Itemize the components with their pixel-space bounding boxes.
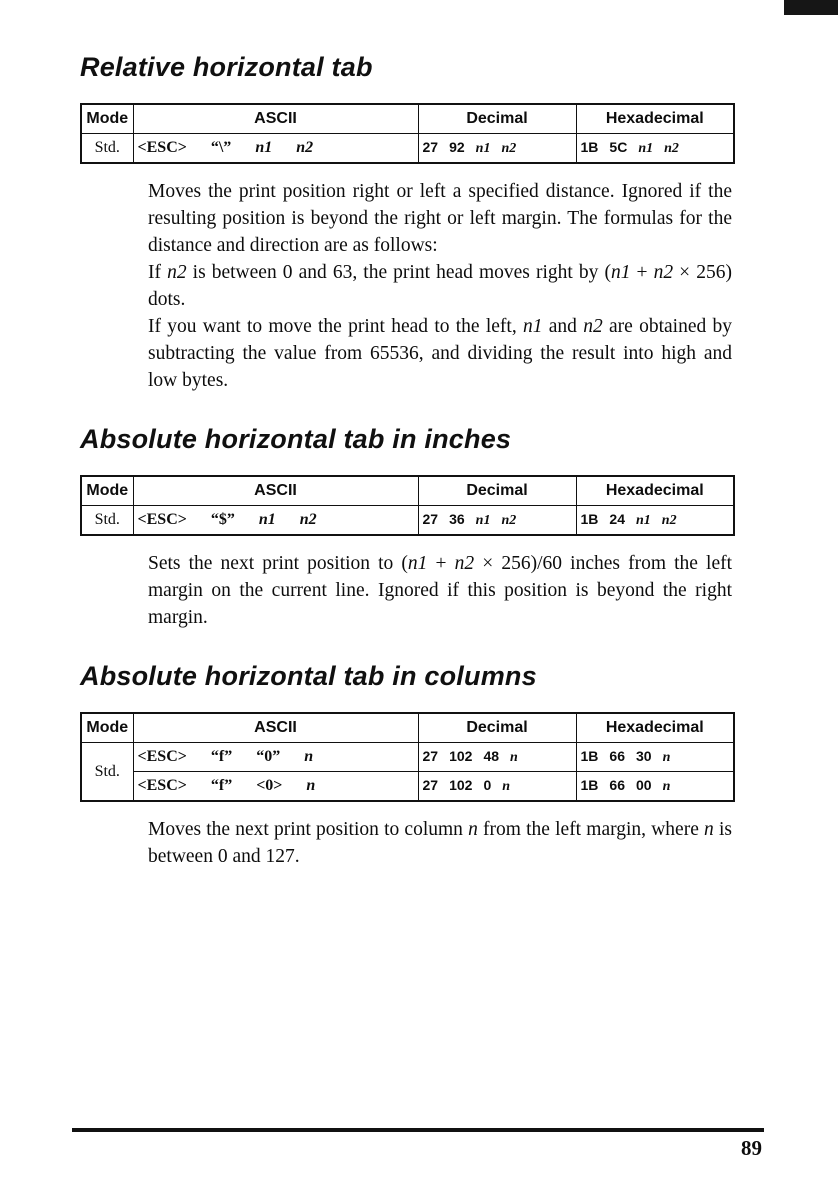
paragraph: If you want to move the print head to the left, n1 and n2 are obtained by subtracting the value from 65536, and dividing the result into high and low bytes. [148, 316, 732, 391]
ascii-cell: <ESC> “\” n1 n2 [133, 134, 418, 164]
page-number: 89 [741, 1136, 762, 1160]
section-relative-horizontal-tab [80, 52, 838, 394]
section-body [148, 550, 732, 631]
decimal-cell: 27 102 48 n [418, 743, 576, 772]
table-row [81, 772, 734, 802]
ascii-cell: <ESC> “f” “0” n [133, 743, 418, 772]
decimal-cell: 27 92 n1 n2 [418, 134, 576, 164]
command-table [80, 712, 735, 802]
col-header-ascii: ASCII [133, 104, 418, 134]
col-header-decimal: Decimal [418, 104, 576, 134]
mode-cell: Std. [81, 743, 133, 802]
col-header-mode: Mode [81, 104, 133, 134]
paragraph: Moves the print position right or left a specified distance. Ignored if the resulting position is beyond the right or left margin. The formulas for the distance and direction are as follows: [148, 181, 732, 256]
ascii-cell: <ESC> “f” <0> n [133, 772, 418, 802]
table-row [81, 134, 734, 164]
hexadecimal-cell: 1B 66 00 n [576, 772, 734, 802]
col-header-decimal: Decimal [418, 713, 576, 743]
col-header-ascii: ASCII [133, 713, 418, 743]
table-header-row [81, 713, 734, 743]
col-header-mode: Mode [81, 476, 133, 506]
table-header-row [81, 476, 734, 506]
hexadecimal-cell: 1B 5C n1 n2 [576, 134, 734, 164]
table-header-row [81, 104, 734, 134]
mode-cell: Std. [81, 506, 133, 536]
section-absolute-horizontal-tab-columns [80, 661, 838, 870]
mode-cell: Std. [81, 134, 133, 164]
section-title: Absolute horizontal tab in columns [80, 661, 537, 691]
section-title: Absolute horizontal tab in inches [80, 424, 512, 454]
col-header-hexadecimal: Hexadecimal [576, 104, 734, 134]
section-body [148, 816, 732, 870]
footer-rule [72, 1128, 764, 1132]
hexadecimal-cell: 1B 66 30 n [576, 743, 734, 772]
paragraph: If n2 is between 0 and 63, the print head moves right by (n1 + n2 × 256) dots. [148, 262, 733, 310]
section-body [148, 178, 732, 394]
table-row [81, 743, 734, 772]
decimal-cell: 27 36 n1 n2 [418, 506, 576, 536]
col-header-hexadecimal: Hexadecimal [576, 713, 734, 743]
section-title: Relative horizontal tab [80, 52, 373, 82]
page-corner-mark [784, 0, 838, 15]
paragraph: Moves the next print position to column n from the left margin, where n is between 0 and 127. [148, 819, 732, 867]
section-absolute-horizontal-tab-inches [80, 424, 838, 631]
col-header-mode: Mode [81, 713, 133, 743]
command-table [80, 103, 735, 164]
decimal-cell: 27 102 0 n [418, 772, 576, 802]
command-table [80, 475, 735, 536]
col-header-decimal: Decimal [418, 476, 576, 506]
hexadecimal-cell: 1B 24 n1 n2 [576, 506, 734, 536]
col-header-ascii: ASCII [133, 476, 418, 506]
ascii-cell: <ESC> “$” n1 n2 [133, 506, 418, 536]
paragraph: Sets the next print position to (n1 + n2 × 256)/60 inches from the left margin on the current line. Ignored if this position is beyond the right margin. [148, 553, 733, 628]
col-header-hexadecimal: Hexadecimal [576, 476, 734, 506]
table-row [81, 506, 734, 536]
